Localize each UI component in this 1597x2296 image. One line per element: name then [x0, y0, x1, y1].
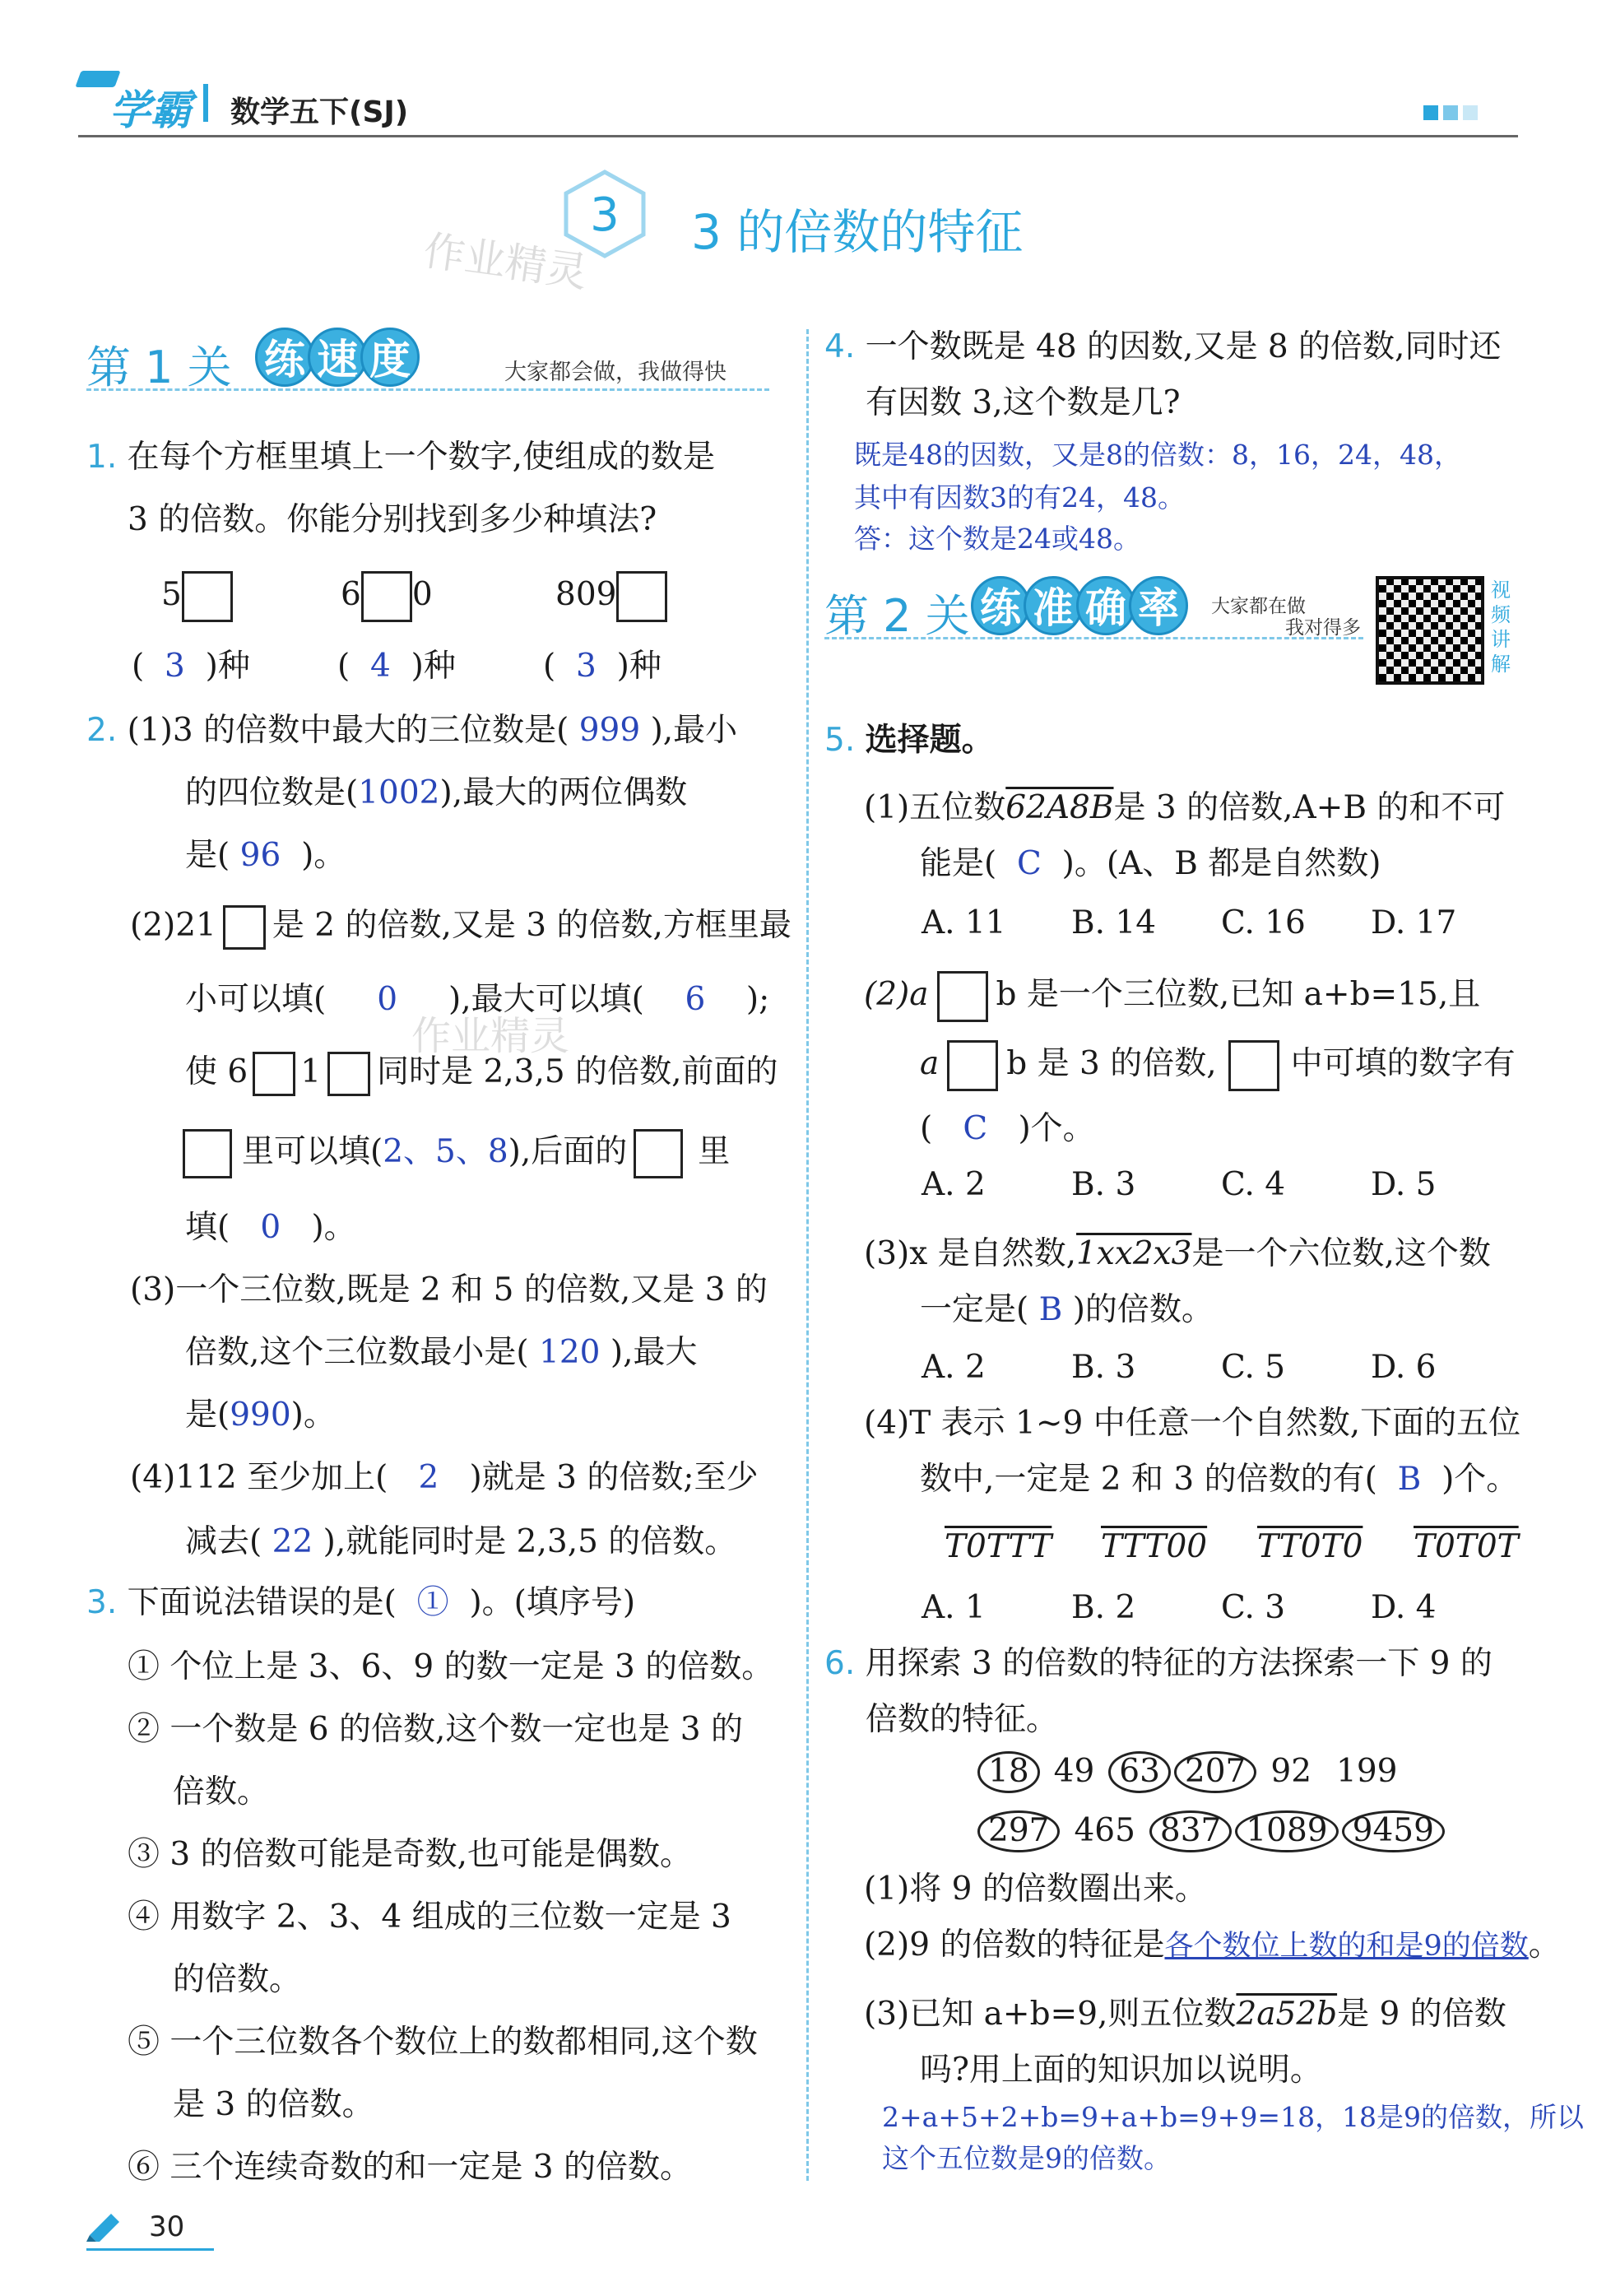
q6-s3-line2: 吗?用上面的知识加以说明。 [920, 2052, 1322, 2089]
q5-p3-opts [922, 1349, 1494, 1386]
circled-number[interactable]: 297 [977, 1810, 1060, 1852]
q2-p2-line3 [185, 1052, 778, 1096]
text: 使 6 [185, 1053, 248, 1090]
q2-p3-line1: (3)一个三位数,既是 2 和 5 的倍数,又是 3 的 [130, 1271, 768, 1308]
q3-item: ⑤ 一个三位数各个数位上的数都相同,这个数 [128, 2024, 758, 2061]
answer: B [1397, 1461, 1422, 1498]
circled-number[interactable]: 837 [1149, 1810, 1232, 1852]
text: (2)21 [130, 907, 216, 944]
q6-answer-2: 这个五位数是9的倍数。 [882, 2142, 1171, 2174]
q3-item: ④ 用数字 2、3、4 组成的三位数一定是 3 [128, 1899, 731, 1936]
q3-item: 倍数。 [173, 1773, 270, 1810]
text: (2)a [864, 976, 929, 1013]
q6-s2 [864, 1927, 1561, 1964]
stage2-slogan-1: 大家都在做 [1211, 596, 1306, 617]
brand-logo: 学霸 [109, 86, 192, 134]
fill-box[interactable] [1228, 1040, 1279, 1091]
text: )个。 [1018, 1110, 1095, 1147]
badge-char: 准 [1024, 576, 1083, 635]
q1-digits: 0 [411, 576, 433, 613]
q5-p2-line1 [864, 971, 1480, 1022]
overline-number: 1xx2x3 [1076, 1235, 1192, 1272]
q2-p2-line1 [130, 905, 792, 950]
text: 倍数,这个三位数最小是( [185, 1334, 529, 1371]
q3-number: 3. [86, 1584, 118, 1621]
answer: 96 [239, 837, 281, 874]
header [78, 66, 1518, 140]
text: 能是( [920, 845, 997, 882]
number[interactable]: 465 [1074, 1812, 1135, 1849]
q4-line2: 有因数 3,这个数是几? [866, 384, 1181, 421]
pencil-icon [86, 2209, 126, 2242]
stage2-dashline [824, 637, 1363, 639]
badge-char: 确 [1076, 576, 1135, 635]
q2-p3-line2 [185, 1336, 698, 1369]
stage1-badge [255, 328, 413, 387]
answer: 0 [260, 1209, 281, 1246]
overline-number: 2a52b [1236, 1996, 1338, 2033]
stage1-dashline [86, 388, 769, 391]
stage2-banner [824, 576, 1516, 691]
text: 是( [185, 1397, 230, 1434]
circled-number[interactable]: 207 [1174, 1751, 1256, 1793]
text: ),就能同时是 2,3,5 的倍数。 [323, 1523, 737, 1560]
q5-p4-numbers [945, 1528, 1519, 1565]
stage2-slogan-2: 我对得多 [1285, 617, 1361, 639]
fill-box[interactable] [634, 1129, 683, 1178]
text: ( [920, 1110, 933, 1147]
q5-p3-line2 [920, 1291, 1214, 1328]
text: )就是 3 的倍数;至少 [469, 1459, 759, 1496]
q3-item: 的倍数。 [173, 1961, 302, 1998]
answer: 22 [272, 1523, 313, 1560]
text: 用探索 3 的倍数的特征的方法探索一下 9 的 [865, 1645, 1493, 1682]
fill-box[interactable] [937, 971, 988, 1022]
text: (4)112 至少加上( [130, 1459, 388, 1496]
text: )。(填序号) [469, 1584, 636, 1621]
option[interactable]: D. 6 [1371, 1349, 1437, 1386]
video-char: 解 [1491, 653, 1511, 676]
q5-p1-line1 [864, 789, 1506, 826]
answer: B [1038, 1291, 1063, 1328]
answer: 2、5、8 [383, 1133, 508, 1170]
text: 是 2 的倍数,又是 3 的倍数,方框里最 [272, 907, 792, 944]
video-char: 视 [1491, 579, 1511, 602]
text: 数中,一定是 2 和 3 的倍数的有( [920, 1461, 1377, 1498]
text: 。 [1528, 1927, 1561, 1964]
fill-box[interactable] [947, 1040, 998, 1091]
stage1-slogan: 大家都会做，我做得快 [504, 360, 727, 385]
q1-unit: 种 [217, 648, 250, 685]
text: 是 9 的倍数 [1337, 1996, 1506, 2033]
q5-p1-line2 [920, 845, 1381, 882]
answer: 990 [230, 1397, 291, 1434]
answer: 2 [418, 1459, 439, 1496]
text: ),最大 [610, 1334, 698, 1371]
text: b 是一个三位数,已知 a+b=15,且 [996, 976, 1481, 1013]
text: (1)五位数 [864, 789, 1006, 826]
column-divider [806, 329, 809, 2181]
overline-number: TT0T0 [1257, 1528, 1363, 1565]
q1-line1 [86, 439, 716, 476]
video-char: 频 [1491, 603, 1511, 626]
option[interactable]: C. 3 [1221, 1589, 1286, 1626]
text: (1)3 的倍数中最大的三位数是( [127, 712, 569, 749]
q3-item: 是 3 的倍数。 [173, 2086, 374, 2123]
fill-box[interactable] [182, 571, 233, 622]
text: 同时是 2,3,5 的倍数,前面的 [377, 1053, 778, 1090]
answer: 6 [685, 981, 706, 1018]
q6-number: 6. [824, 1645, 856, 1682]
fill-box[interactable] [616, 571, 667, 622]
q1-number: 1. [86, 439, 118, 476]
fill-box[interactable] [361, 571, 412, 622]
lesson-number: 3 [590, 188, 620, 242]
fill-box[interactable] [327, 1052, 370, 1096]
q5-p4-line1: (4)T 表示 1~9 中任意一个自然数,下面的五位 [864, 1405, 1521, 1442]
overline-number: T0TTT [945, 1528, 1052, 1565]
text: a [920, 1045, 940, 1082]
text: )。(A、B 都是自然数) [1061, 845, 1381, 882]
q4-number: 4. [824, 328, 856, 365]
option[interactable]: C. 4 [1221, 1166, 1286, 1203]
option[interactable]: B. 2 [1071, 1589, 1136, 1626]
footer [86, 2204, 218, 2253]
q3-item: ① 个位上是 3、6、9 的数一定是 3 的倍数。 [128, 1648, 774, 1685]
text: )个。 [1441, 1461, 1519, 1498]
q2-p2-line5 [185, 1209, 356, 1246]
option[interactable]: A. 11 [922, 904, 1006, 941]
q2-p4-line2 [185, 1523, 737, 1560]
option[interactable]: D. 17 [1371, 904, 1457, 941]
text: 里可以填( [242, 1133, 383, 1170]
stage2-badge [971, 576, 1182, 635]
option[interactable]: B. 3 [1071, 1349, 1136, 1386]
text: 一定是( [920, 1291, 1029, 1328]
q1-blank-1 [161, 571, 233, 622]
circled-number[interactable]: 1089 [1235, 1810, 1338, 1852]
qr-code-icon[interactable] [1376, 576, 1484, 685]
text: b 是 3 的倍数, [1006, 1045, 1217, 1082]
lesson-title: 3 的倍数的特征 [691, 204, 1024, 260]
q1-line2: 3 的倍数。你能分别找到多少种填法? [128, 501, 657, 538]
text: (3)已知 a+b=9,则五位数 [864, 1996, 1237, 2033]
circled-number[interactable]: 63 [1108, 1751, 1171, 1793]
text: ),最小 [650, 712, 738, 749]
overline-number: 62A8B [1005, 789, 1114, 826]
q1-blank-3 [555, 571, 667, 622]
q2-p1-line3 [185, 837, 346, 874]
fill-box[interactable] [253, 1052, 295, 1096]
answer: 120 [539, 1334, 601, 1371]
footer-rule [86, 2248, 214, 2251]
q1-unit: 种 [629, 648, 662, 685]
text: (2)9 的倍数的特征是 [864, 1927, 1165, 1964]
badge-char: 速 [308, 328, 367, 387]
option[interactable]: D. 4 [1371, 1589, 1437, 1626]
q2-number: 2. [86, 712, 118, 749]
q5-p3-line1 [864, 1235, 1491, 1272]
text: 是( [185, 837, 230, 874]
q1-answer-3: ( 3 )种 [543, 648, 662, 685]
fill-box[interactable] [223, 905, 266, 950]
video-char: 讲 [1491, 628, 1511, 651]
text: ); [745, 981, 770, 1018]
number[interactable]: 49 [1053, 1753, 1095, 1790]
text: 减去( [185, 1523, 262, 1560]
overline-number: T0T0T [1414, 1528, 1519, 1565]
option[interactable]: A. 1 [922, 1589, 986, 1626]
header-squares [1423, 105, 1478, 123]
lesson-watermark: 作业精灵 [420, 226, 591, 297]
text: 一个数既是 48 的因数,又是 8 的倍数,同时还 [865, 328, 1502, 365]
q5-p4-opts [922, 1589, 1494, 1626]
answer: 1002 [358, 774, 440, 811]
q6-s3-line1 [864, 1996, 1506, 2033]
q6-number-row-2 [977, 1810, 1448, 1852]
answer: 0 [377, 981, 398, 1018]
badge-char: 练 [971, 576, 1030, 635]
answer: 3 [576, 648, 597, 685]
q4-answer-2: 其中有因数3的有24，48。 [854, 481, 1185, 514]
text: )。 [301, 837, 346, 874]
option[interactable]: C. 16 [1221, 904, 1306, 941]
stage1-label: 第 1 关 [86, 342, 232, 393]
text: ),最大的两位偶数 [439, 774, 688, 811]
q1-blank-2 [341, 571, 433, 622]
badge-char: 度 [360, 328, 420, 387]
q1-answer-1: ( 3 )种 [132, 648, 250, 685]
text: )。 [311, 1209, 356, 1246]
text: 里 [698, 1133, 731, 1170]
text: 选择题。 [865, 721, 994, 759]
text: (3)x 是自然数, [864, 1235, 1077, 1272]
q4-answer-1: 既是48的因数，又是8的倍数：8，16，24，48， [854, 439, 1461, 471]
q6-s1: (1)将 9 的倍数圈出来。 [864, 1871, 1207, 1908]
q1-text: 在每个方框里填上一个数字,使组成的数是 [127, 439, 716, 476]
q1-digits: 809 [555, 576, 617, 613]
q4-line1 [824, 328, 1502, 365]
fill-box[interactable] [183, 1129, 232, 1178]
q2-p3-line3 [185, 1397, 336, 1434]
q6-answer-1: 2+a+5+2+b=9+a+b=9+9=18，18是9的倍数，所以 [882, 2101, 1585, 2133]
q5-p1-opts [922, 904, 1494, 941]
q5-p4-line2 [920, 1461, 1519, 1498]
answer: 4 [370, 648, 391, 685]
text: ),最大可以填( [448, 981, 644, 1018]
q3-item: ② 一个数是 6 的倍数,这个数一定也是 3 的 [128, 1711, 744, 1748]
overline-number: TTT00 [1101, 1528, 1208, 1565]
number[interactable]: 92 [1270, 1753, 1312, 1790]
q1-answer-2: ( 4 )种 [337, 648, 456, 685]
stage2-label: 第 2 关 [824, 590, 970, 642]
badge-char: 练 [255, 328, 314, 387]
q2-p1-line2 [185, 774, 688, 811]
q2-watermark: 作业精灵 [411, 1013, 570, 1059]
q3-stem [86, 1584, 636, 1621]
option[interactable]: A. 2 [922, 1166, 986, 1203]
number[interactable]: 199 [1336, 1753, 1398, 1790]
q5-p2-line2 [920, 1040, 1516, 1091]
text: 填( [185, 1209, 230, 1246]
q5-p2-line3 [920, 1110, 1095, 1147]
text: 小可以填( [185, 981, 327, 1018]
video-label [1491, 578, 1514, 676]
answer: 3 [165, 648, 185, 685]
q5-number: 5. [824, 722, 856, 759]
answer: ① [416, 1584, 449, 1621]
text: )。 [290, 1397, 336, 1434]
subject-title: 数学五下(SJ) [230, 95, 409, 129]
q1-digits: 6 [341, 576, 361, 613]
q3-item: ③ 3 的倍数可能是奇数,也可能是偶数。 [128, 1836, 693, 1873]
q6-line1 [824, 1645, 1493, 1682]
answer: C [963, 1110, 988, 1147]
header-divider [203, 84, 208, 122]
text: 下面说法错误的是( [127, 1584, 397, 1621]
answer: 999 [578, 712, 641, 749]
q1-unit: 种 [423, 648, 456, 685]
badge-char: 率 [1129, 576, 1188, 635]
q3-item: ⑥ 三个连续奇数的和一定是 3 的倍数。 [128, 2149, 693, 2186]
q4-answer-3: 答：这个数是24或48。 [854, 523, 1140, 555]
stage1-banner [86, 328, 778, 393]
option[interactable]: D. 5 [1371, 1166, 1437, 1203]
text: 1 [300, 1053, 322, 1090]
circled-number[interactable]: 18 [977, 1751, 1040, 1793]
q2-p2-line4 [183, 1129, 730, 1178]
text: 中可填的数字有 [1290, 1045, 1516, 1082]
q2-p4-line1 [130, 1459, 759, 1496]
q6-line2: 倍数的特征。 [866, 1701, 1059, 1738]
option[interactable]: B. 14 [1071, 904, 1157, 941]
option[interactable]: C. 5 [1221, 1349, 1286, 1386]
header-rule [78, 135, 1518, 137]
text: ),后面的 [508, 1133, 628, 1170]
text: 是一个六位数,这个数 [1191, 1235, 1491, 1272]
q5-p2-opts [922, 1166, 1494, 1203]
q1-digits: 5 [161, 576, 182, 613]
answer: 各个数位上数的和是9的倍数 [1164, 1930, 1529, 1963]
q2-p1-line1 [86, 712, 738, 749]
text: 的四位数是( [185, 774, 359, 811]
text: )的倍数。 [1072, 1291, 1214, 1328]
option[interactable]: A. 2 [922, 1349, 986, 1386]
page-number: 30 [149, 2210, 185, 2243]
option[interactable]: B. 3 [1071, 1166, 1136, 1203]
answer: C [1017, 845, 1042, 882]
text: 是 3 的倍数,A+B 的和不可 [1113, 789, 1506, 826]
circled-number[interactable]: 9459 [1342, 1810, 1445, 1852]
q5-title [824, 721, 994, 759]
q6-number-row-1 [977, 1751, 1411, 1793]
